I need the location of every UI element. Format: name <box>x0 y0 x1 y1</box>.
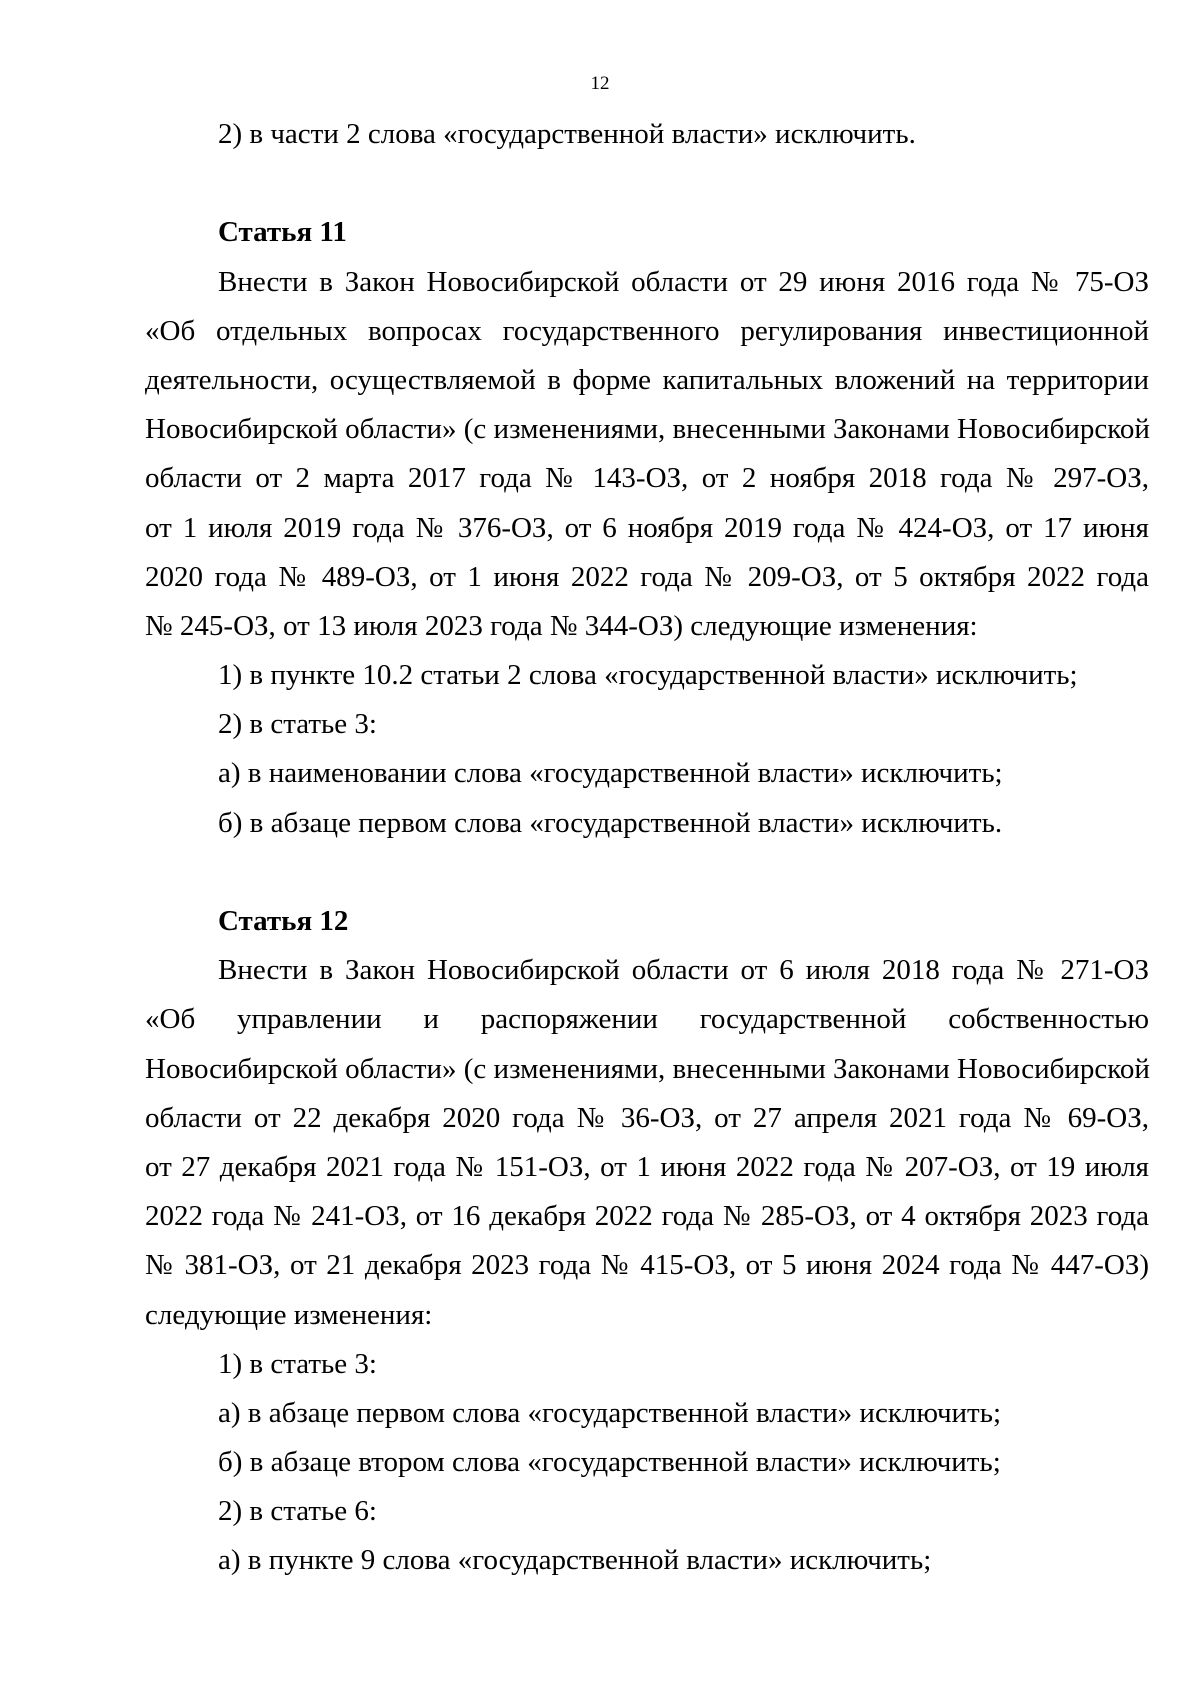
text-line: следующие изменения: <box>145 1298 433 1331</box>
text-line: 2) в статье 3: <box>218 708 377 741</box>
text-line: 1) в пункте 10.2 статьи 2 слова «государственной власти» исключить; <box>218 659 1078 692</box>
text-line: области от 2 марта 2017 года № 143-ОЗ, от 2 ноября 2018 года № 297-ОЗ, <box>145 462 1149 495</box>
text-line: Внести в Закон Новосибирской области от 29 июня 2016 года № 75-ОЗ <box>218 265 1149 298</box>
text-line: 2022 года № 241-ОЗ, от 16 декабря 2022 года № 285-ОЗ, от 4 октября 2023 года <box>145 1200 1149 1233</box>
text-line: от 1 июля 2019 года № 376-ОЗ, от 6 ноября 2019 года № 424-ОЗ, от 17 июня <box>145 511 1149 544</box>
text-line: № 381-ОЗ, от 21 декабря 2023 года № 415-ОЗ, от 5 июня 2024 года № 447-ОЗ) <box>145 1249 1149 1282</box>
text-line: а) в абзаце первом слова «государственной власти» исключить; <box>218 1396 1001 1429</box>
text-line: Новосибирской области» (с изменениями, внесенными Законами Новосибирской <box>145 413 1150 446</box>
page-number: 12 <box>590 73 610 94</box>
text-line: б) в абзаце первом слова «государственной власти» исключить. <box>218 806 1003 839</box>
text-line: а) в наименовании слова «государственной власти» исключить; <box>218 757 1003 790</box>
text-line: 2) в статье 6: <box>218 1495 377 1528</box>
text-line: 2020 года № 489-ОЗ, от 1 июня 2022 года № 209-ОЗ, от 5 октября 2022 года <box>145 560 1149 593</box>
text-line: № 245-ОЗ, от 13 июля 2023 года № 344-ОЗ) следующие изменения: <box>145 609 978 642</box>
paragraph-spacer <box>145 159 1149 208</box>
article-heading: Статья 11 <box>218 216 347 249</box>
text-line: области от 22 декабря 2020 года № 36-ОЗ, от 27 апреля 2021 года № 69-ОЗ, <box>145 1101 1149 1134</box>
text-line: Новосибирской области» (с изменениями, внесенными Законами Новосибирской <box>145 1052 1150 1085</box>
text-line: а) в пункте 9 слова «государственной власти» исключить; <box>218 1544 932 1577</box>
text-line: б) в абзаце втором слова «государственной власти» исключить; <box>218 1446 1001 1479</box>
text-line: деятельности, осуществляемой в форме капитальных вложений на территории <box>145 363 1149 396</box>
text-line: Внести в Закон Новосибирской области от 6 июля 2018 года № 271-ОЗ <box>218 954 1149 987</box>
text-line: «Об управлении и распоряжении государственной собственностью <box>145 1003 1149 1036</box>
text-line: «Об отдельных вопросах государственного регулирования инвестиционной <box>145 314 1149 347</box>
text-line: от 27 декабря 2021 года № 151-ОЗ, от 1 июня 2022 года № 207-ОЗ, от 19 июля <box>145 1150 1149 1183</box>
paragraph-spacer <box>145 848 1149 897</box>
text-line: 1) в статье 3: <box>218 1347 377 1380</box>
article-heading: Статья 12 <box>218 905 349 937</box>
document-body <box>145 110 1149 1586</box>
text-line: 2) в части 2 слова «государственной власти» исключить. <box>218 118 916 150</box>
